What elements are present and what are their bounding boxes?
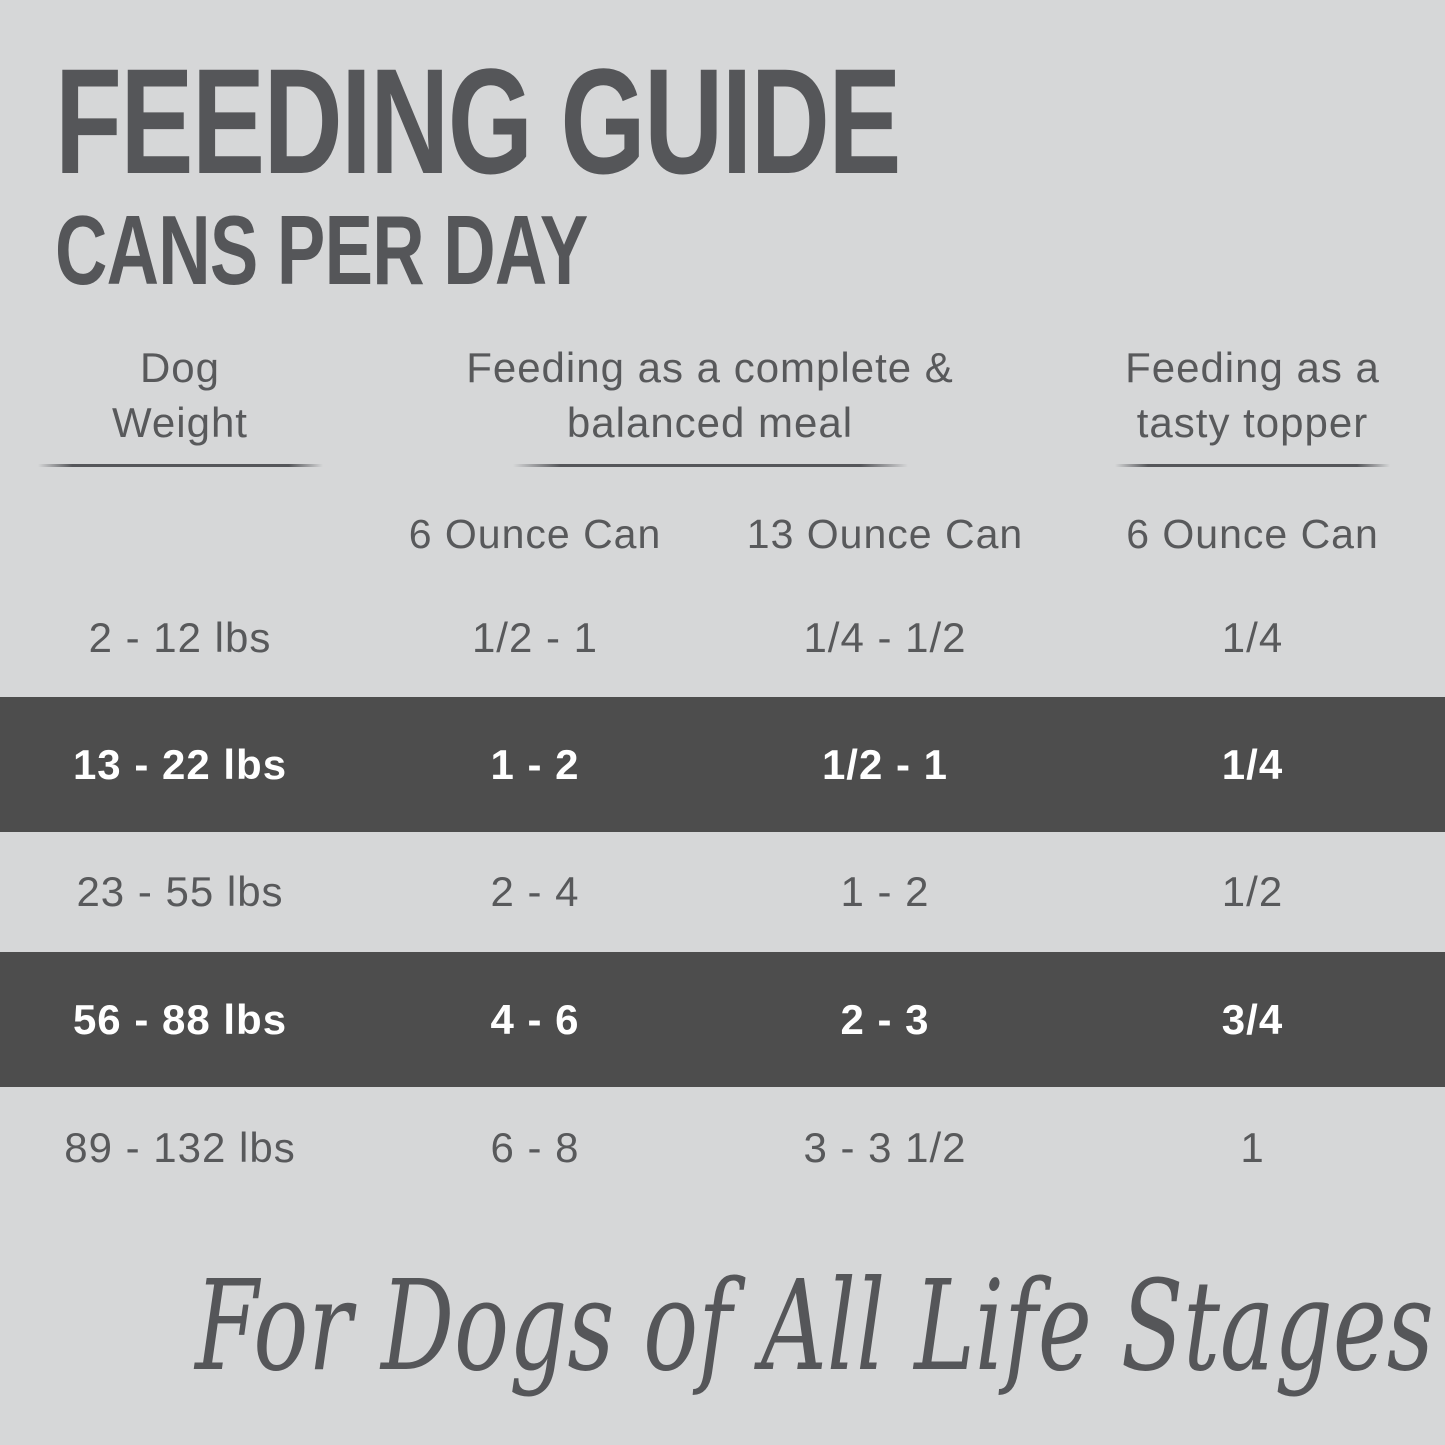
complete-13oz-cell: 1 - 2 — [840, 868, 930, 915]
complete-6oz-cell: 4 - 6 — [490, 995, 580, 1043]
header-underline — [38, 464, 323, 467]
weight-cell: 13 - 22 lbs — [72, 740, 288, 788]
table-row — [0, 832, 1445, 952]
weight-cell: 23 - 55 lbs — [76, 868, 284, 915]
group-header-line: Weight — [112, 399, 248, 446]
group-header-complete-meal — [360, 340, 1060, 467]
complete-6oz-cell: 6 - 8 — [490, 1124, 580, 1171]
topper-6oz-cell: 1/4 — [1221, 613, 1284, 661]
group-header-tasty-topper — [1060, 340, 1445, 467]
tagline-text: For Dogs of All Life Stages — [195, 1254, 1434, 1399]
group-header-dog-weight — [0, 340, 360, 467]
header-underline — [1115, 464, 1390, 467]
weight-cell: 56 - 88 lbs — [72, 995, 288, 1043]
table-row-highlighted — [0, 697, 1445, 832]
topper-6oz-cell: 1/4 — [1221, 740, 1284, 788]
page-subtitle: CANS PER DAY — [55, 195, 588, 305]
table-row — [0, 578, 1445, 697]
table-row-highlighted — [0, 952, 1445, 1087]
topper-6oz-cell: 1/2 — [1221, 868, 1284, 915]
complete-6oz-cell: 2 - 4 — [490, 868, 580, 915]
table-body — [0, 578, 1445, 1209]
topper-6oz-cell: 1 — [1240, 1124, 1265, 1171]
complete-13oz-cell: 1/2 - 1 — [821, 740, 949, 788]
complete-6oz-cell: 1/2 - 1 — [471, 613, 599, 661]
group-header-line: tasty topper — [1136, 399, 1369, 446]
weight-cell: 89 - 132 lbs — [64, 1124, 296, 1171]
column-header-13oz-complete: 13 Ounce Can — [746, 510, 1024, 557]
topper-6oz-cell: 3/4 — [1221, 995, 1284, 1043]
table-row — [0, 1087, 1445, 1209]
group-header-line: Feeding as a — [1125, 344, 1380, 391]
complete-6oz-cell: 1 - 2 — [490, 740, 580, 788]
weight-cell: 2 - 12 lbs — [88, 613, 272, 661]
table-group-header-row — [0, 340, 1445, 467]
table-column-header-row — [0, 508, 1445, 560]
group-header-line: Dog — [139, 344, 221, 391]
header-underline — [513, 464, 908, 467]
complete-13oz-cell: 2 - 3 — [840, 995, 930, 1043]
column-header-6oz-topper: 6 Ounce Can — [1126, 510, 1379, 557]
page-title: FEEDING GUIDE — [55, 37, 900, 205]
group-header-line: balanced meal — [566, 399, 854, 446]
complete-13oz-cell: 3 - 3 1/2 — [803, 1124, 967, 1171]
complete-13oz-cell: 1/4 - 1/2 — [803, 613, 967, 661]
group-header-line: Feeding as a complete & — [466, 344, 954, 391]
column-header-6oz-complete: 6 Ounce Can — [408, 510, 662, 557]
column-header-empty — [0, 508, 360, 560]
